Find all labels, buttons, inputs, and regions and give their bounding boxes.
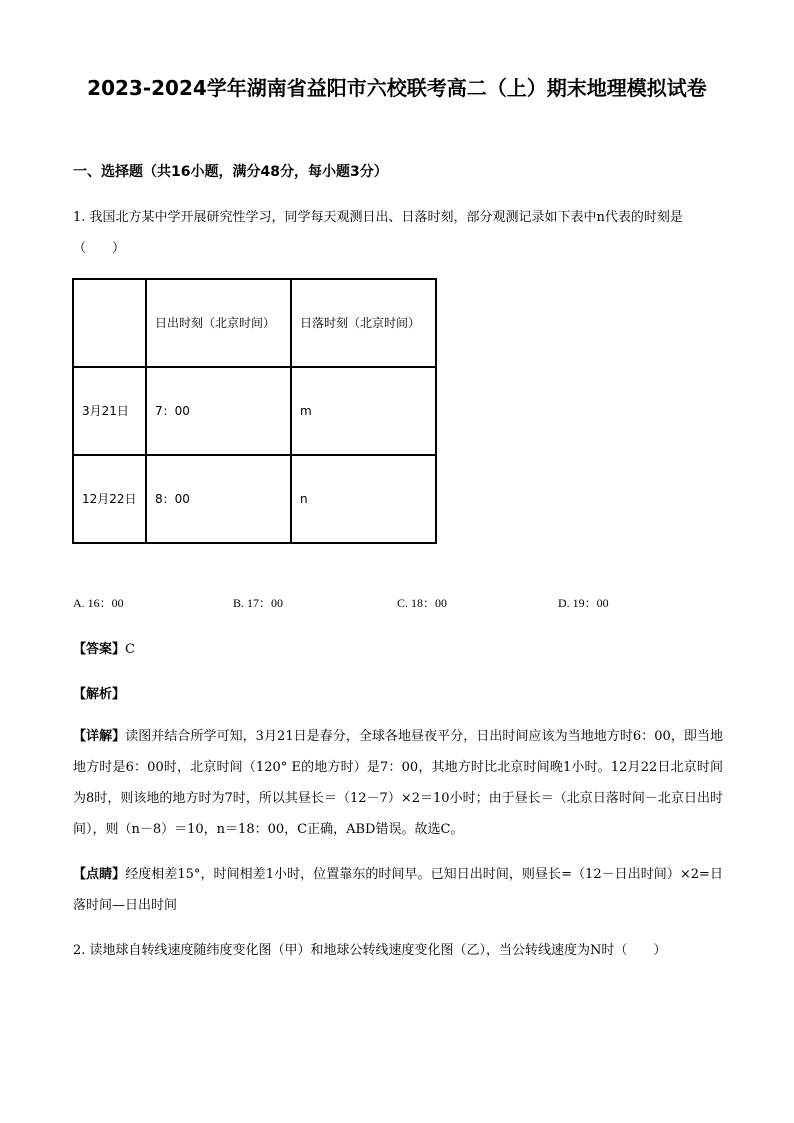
analysis-label: 【解析】 — [73, 687, 126, 702]
answer-line — [73, 638, 135, 657]
answer-value: C — [125, 642, 135, 657]
table-cell-sunrise: 8：00 — [146, 455, 291, 543]
observation-table — [72, 278, 437, 544]
table-header-cell: 日落时刻（北京时间） — [291, 279, 436, 367]
table-cell-date: 12月22日 — [73, 455, 146, 543]
section-heading: 一、选择题（共16小题，满分48分，每小题3分） — [73, 164, 388, 180]
detail-text: 读图并结合所学可知，3月21日是春分，全球各地昼夜平分，日出时间应该为当地地方时6：00，即当地地方时是6：00时，北京时间（120° E的地方时）是7：00，其地方时比北京时间晚1小时。12月22日北京时间为8时，则该地的地方时为7时，所以其昼长＝（12－7）×2＝10小时；由于昼长＝（北京日落时间－北京日出时间），则（n－8）＝10，n＝18：00，C正确，ABD错误。故选C。 — [73, 729, 723, 837]
table-header-cell: 日出时刻（北京时间） — [146, 279, 291, 367]
table-row — [73, 367, 436, 455]
question-1-text: 1. 我国北方某中学开展研究性学习，同学每天观测日出、日落时刻，部分观测记录如下表中n代表的时刻是（ ） — [73, 210, 683, 256]
table-cell-sunset: n — [291, 455, 436, 543]
option-d: D. 19：00 — [558, 596, 609, 610]
table-header-cell — [73, 279, 146, 367]
option-c: C. 18：00 — [397, 596, 448, 610]
page-title: 2023-2024学年湖南省益阳市六校联考高二（上）期末地理模拟试卷 — [87, 76, 707, 100]
detail-paragraph — [73, 721, 723, 845]
comment-paragraph — [73, 859, 723, 921]
analysis-heading — [73, 683, 125, 702]
question-2-text: 2. 读地球自转线速度随纬度变化图（甲）和地球公转线速度变化图（乙），当公转线速度为N时（ ） — [73, 943, 667, 958]
table-cell-date: 3月21日 — [73, 367, 146, 455]
comment-text: 经度相差15°，时间相差1小时，位置靠东的时间早。已知日出时间，则昼长=（12－日出时间）×2=日落时间—日出时间 — [73, 867, 723, 913]
detail-label: 【详解】 — [73, 729, 126, 744]
comment-label: 【点睛】 — [73, 867, 126, 882]
table-cell-sunset: m — [291, 367, 436, 455]
option-a: A. 16：00 — [73, 596, 124, 610]
table-row — [73, 455, 436, 543]
option-b: B. 17：00 — [233, 596, 284, 610]
answer-label: 【答案】 — [73, 642, 126, 657]
table-header-row — [73, 279, 436, 367]
table-cell-sunrise: 7：00 — [146, 367, 291, 455]
